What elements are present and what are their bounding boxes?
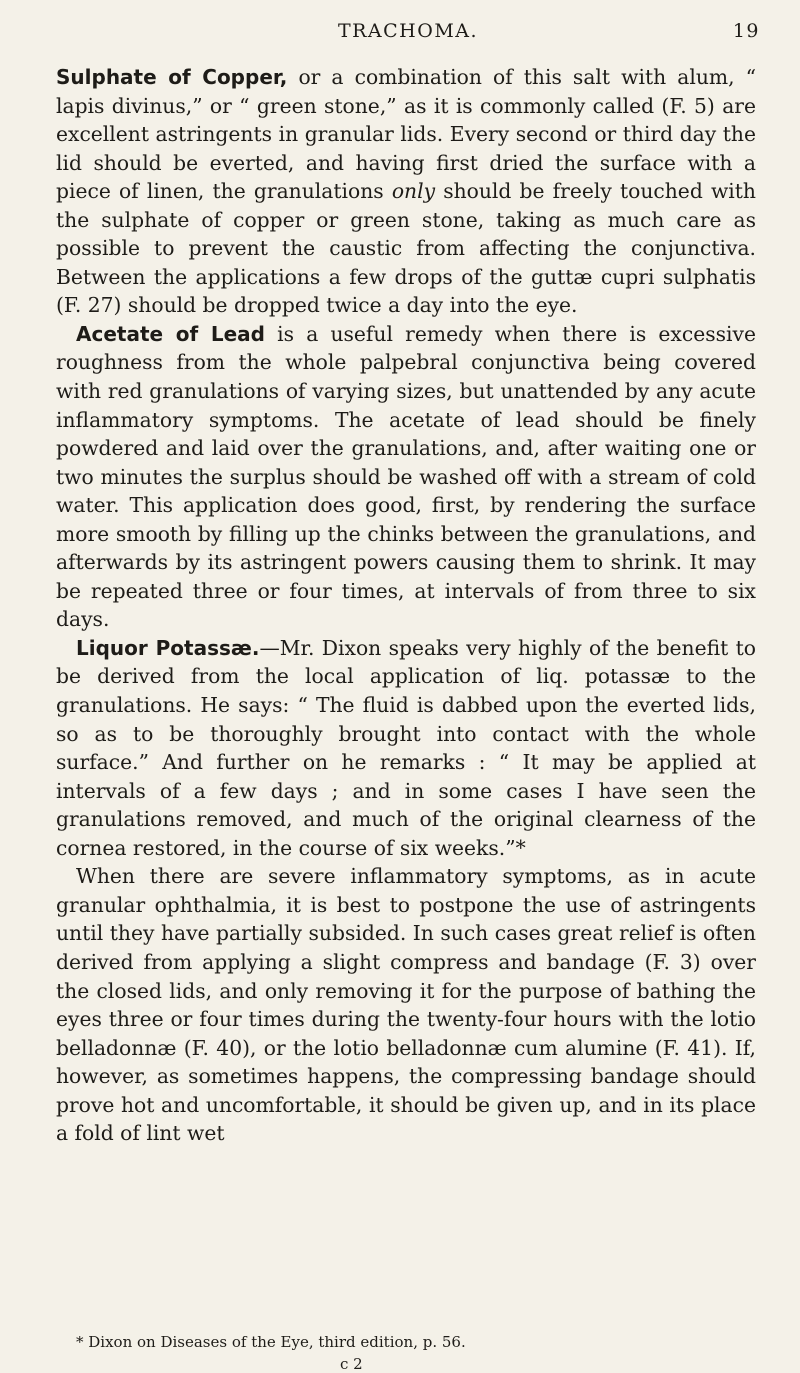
running-header (56, 20, 760, 52)
paragraph-text: —Mr. Dixon speaks very highly of the benefit to be derived from the local application of liq. potassæ to the granulations. He says: “ The fluid is dabbed upon the everted lids, so as to be thoroughly brought into contact with the whole surface.” And further on he remarks : “ It may be applied at intervals of a few days ; and in some cases I have seen the granulations removed, and much of the original clearness of the cornea restored, in the course of six weeks.”* (56, 635, 757, 860)
footnote: * Dixon on Diseases of the Eye, third edition, p. 56. (76, 1333, 466, 1351)
side-heading: Liquor Potassæ. (76, 635, 260, 660)
running-title: TRACHOMA. (337, 20, 479, 42)
emphasis: only (391, 179, 436, 204)
paragraph-inflammatory-symptoms (56, 862, 756, 1147)
side-heading: Sulphate of Copper, (56, 65, 288, 89)
paragraph-text: should be freely touched with the sulphate of copper or green stone, taking as much care as possible to prevent the caustic from affecting the conjunctiva. Between the applications a few drops of the guttæ cupri sulphatis (F. 27) should be dropped twice a day into the eye. (56, 179, 756, 318)
paragraph-text: When there are severe inflammatory symptoms, as in acute granular ophthalmia, it is best to postpone the use of astringents until they have partially subsided. In such cases great relief is often derived from applying a slight compress and bandage (F. 3) over the closed lids, and only removing it for the purpose of bathing the eyes three or four times during the twenty-four hours with the lotio belladonnæ (F. 40), or the lotio belladonnæ cum alumine (F. 41). If, however, as sometimes happens, the compressing bandage should prove hot and uncomfortable, it should be given up, and in its place a fold of lint wet (56, 864, 756, 1146)
side-heading: Acetate of Lead (76, 321, 265, 346)
page-number: 19 (732, 20, 760, 42)
signature-mark: c 2 (340, 1355, 363, 1373)
body-text (56, 63, 756, 1148)
paragraph-text: is a useful remedy when there is excessive roughness from the whole palpebral conjunctiva being covered with red granulations of varying sizes, but unattended by any acute inflammatory symptoms. The acetate of lead should be finely powdered and laid over the granulations, and, after waiting one or two minutes the surplus should be washed off with a stream of cold water. This application does good, first, by rendering the surface more smooth by filling up the chinks between the granulations, and afterwards by its astringent powers causing them to shrink. It may be repeated three or four times, at intervals of from three to six days. (56, 321, 756, 632)
paragraph-text: or a combination of this salt with alum, “ lapis divinus,” or “ green stone,” as it is commonly called (F. 5) are excellent astringents in granular lids. Every second or third day the lid should be everted, and having first dried the surface with a piece of linen, the granulations (56, 65, 756, 204)
paragraph-acetate-of-lead (56, 320, 756, 634)
paragraph-sulphate-of-copper (56, 63, 756, 320)
paragraph-liquor-potassae (56, 634, 756, 862)
